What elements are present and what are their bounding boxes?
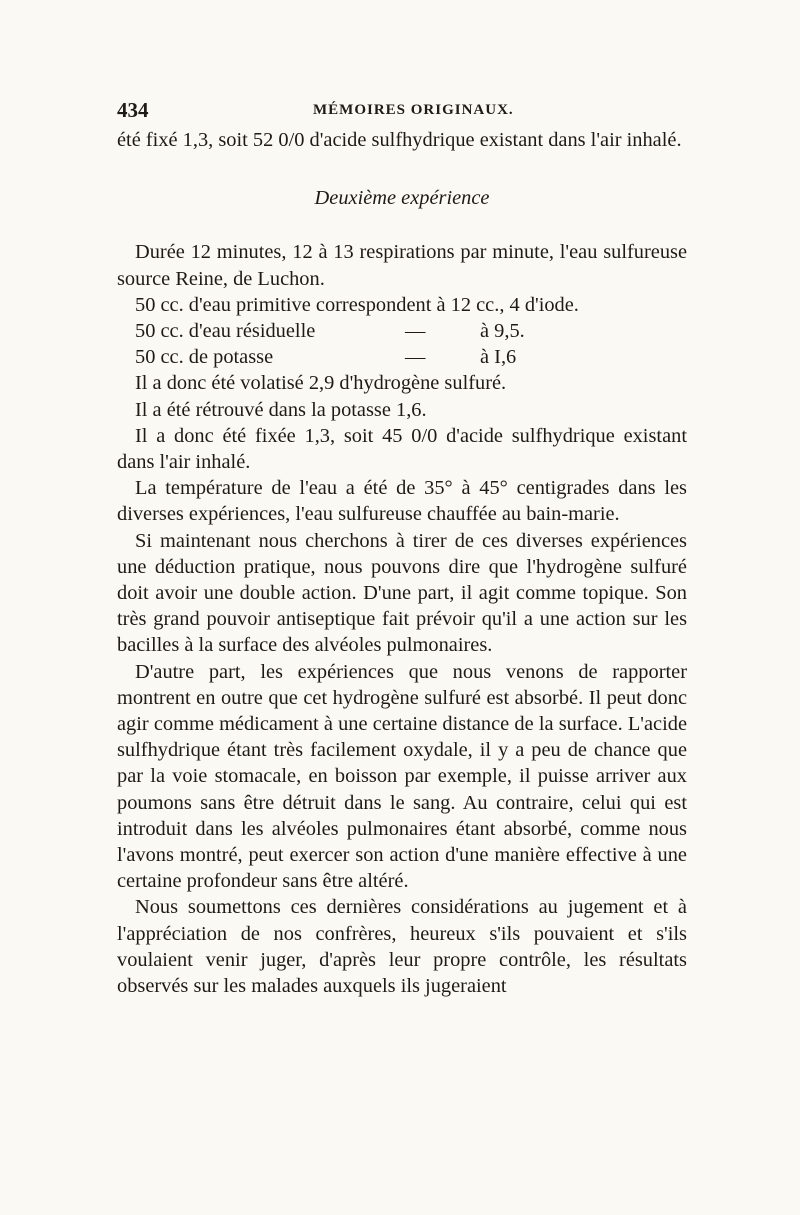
body-text <box>117 127 687 999</box>
section-heading: Deuxième expérience <box>314 187 490 210</box>
page-number: 434 <box>117 98 149 122</box>
paragraph-absorption: D'autre part, les expériences que nous venons de rapporter montrent en outre que cet hydrogène sulfuré est absorbé. Il peut donc agir comme médicament à une certaine distance de la surface. L'acide sulfhydrique étant très facilement oxydale, il y a peu de chance que par la voie stomacale, en boisson par exemple, il puisse arriver aux poumons sans être détruit dans le sang. Au contraire, celui qui est introduit dans les alvéoles pulmonaires étant absorbé, comme nous l'avons montré, peut exercer son action d'une manière effective à une certaine profondeur sans être altéré. <box>117 660 687 893</box>
measurement-label: 50 cc. d'eau résiduelle <box>135 320 316 343</box>
running-title: MÉMOIRES ORIGINAUX. <box>313 102 514 118</box>
paragraph-temperature: La température de l'eau a été de 35° à 45° centigrades dans les diverses expériences, l'eau sulfureuse chauffée au bain-marie. <box>117 477 687 526</box>
paragraph-duration: Durée 12 minutes, 12 à 13 respirations par minute, l'eau sulfureuse source Reine, de Luchon. <box>117 241 687 290</box>
paragraph-primitive-water: 50 cc. d'eau primitive correspondent à 12 cc., 4 d'iode. <box>135 293 579 316</box>
measurement-value: à 9,5. <box>480 320 525 343</box>
measurement-row-residual <box>117 318 687 344</box>
ditto-dash: — <box>405 346 426 369</box>
paragraph-deduction: Si maintenant nous cherchons à tirer de ces diverses expériences une déduction pratique, nous pouvons dire que l'hydrogène sulfuré doit avoir une double action. D'une part, il agit comme topique. Son très grand pouvoir antiseptique fait prévoir qu'il a une action sur les bacilles à la surface des alvéoles pulmonaires. <box>117 529 687 657</box>
ditto-dash: — <box>405 320 426 343</box>
measurement-label: 50 cc. de potasse <box>135 346 274 369</box>
paragraph-continuation: été fixé 1,3, soit 52 0/0 d'acide sulfhydrique existant dans l'air inhalé. <box>117 129 682 151</box>
measurement-value: à I,6 <box>480 346 517 369</box>
paragraph-recovered: Il a été rétrouvé dans la potasse 1,6. <box>135 398 427 421</box>
page-header <box>117 98 683 128</box>
paragraph-conclusion: Nous soumettons ces dernières considérations au jugement et à l'appréciation de nos confrères, heureux s'ils pouvaient et s'ils voulaient venir juger, d'après leur propre contrôle, les résultats observés sur les malades auxquels ils jugeraient <box>117 896 687 998</box>
measurement-row-potash <box>117 344 687 370</box>
paragraph-volatilized: Il a donc été volatisé 2,9 d'hydrogène sulfuré. <box>135 372 507 395</box>
paragraph-fixed: Il a donc été fixée 1,3, soit 45 0/0 d'acide sulfhydrique existant dans l'air inhalé. <box>117 424 687 474</box>
